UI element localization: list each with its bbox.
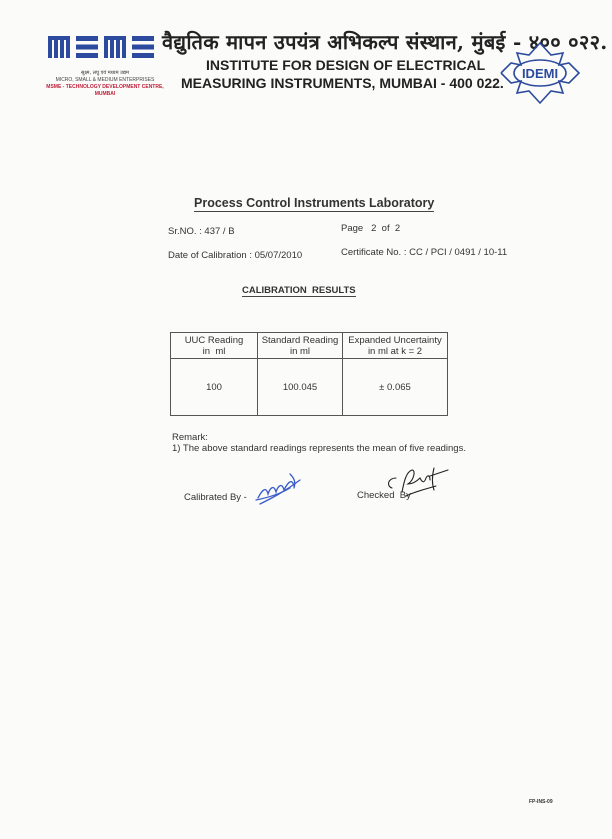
msme-hindi-text: सूक्ष्म, लघु एवं मध्यम उद्यम — [80, 70, 130, 76]
header-uuc-reading — [171, 333, 258, 359]
date-of-calibration: Date of Calibration : 05/07/2010 — [168, 250, 303, 261]
cell-expanded-uncertainty: ± 0.065 — [343, 359, 448, 416]
institute-name-line2: MEASURING INSTRUMENTS, MUMBAI - 400 022. — [181, 75, 504, 91]
msme-logo — [46, 34, 158, 60]
header-expanded-uncertainty — [343, 333, 448, 359]
msme-tdc-line1: MSME - TECHNOLOGY DEVELOPMENT CENTRE, — [46, 84, 164, 90]
table-header-row — [171, 333, 448, 359]
cell-uuc-reading: 100 — [171, 359, 258, 416]
remark-label: Remark: — [172, 432, 208, 443]
header-standard-line2: in ml — [289, 345, 311, 357]
header-uuc-line1: UUC Reading — [184, 334, 244, 346]
calibration-results-title: CALIBRATION RESULTS — [242, 285, 356, 296]
idemi-logo — [497, 40, 583, 106]
header-standard-line1: Standard Reading — [261, 334, 339, 346]
page-number: Page 2 of 2 — [341, 223, 401, 234]
idemi-logo-text: IDEMI — [521, 66, 559, 81]
header-standard-reading — [258, 333, 343, 359]
remark-line-1: 1) The above standard readings represents the mean of five readings. — [172, 443, 466, 454]
table-row — [171, 359, 448, 416]
institute-hindi-title: वैद्युतिक मापन उपयंत्र अभिकल्प संस्थान, मुंबई - ४०० ०२२. — [162, 30, 608, 54]
certificate-number: Certificate No. : CC / PCI / 0491 / 10-11 — [341, 247, 508, 258]
calibrated-by-signature — [250, 468, 306, 508]
header-uncertainty-line2: in ml at k = 2 — [367, 345, 423, 357]
checked-by-label: Checked By — [357, 490, 411, 501]
header-uncertainty-line1: Expanded Uncertainty — [348, 334, 442, 346]
header-uuc-line2: in ml — [202, 345, 226, 357]
msme-english-text: MICRO, SMALL & MEDIUM ENTERPRISES — [55, 77, 155, 83]
form-code: FP-INS-09 — [529, 799, 553, 805]
calibration-results-table — [170, 332, 448, 416]
checked-by-signature — [376, 462, 452, 506]
msme-tagline — [30, 70, 180, 98]
calibrated-by-label: Calibrated By - — [184, 492, 247, 503]
institute-name-line1: INSTITUTE FOR DESIGN OF ELECTRICAL — [206, 57, 486, 73]
cell-standard-reading: 100.045 — [258, 359, 343, 416]
serial-number: Sr.NO. : 437 / B — [168, 226, 235, 237]
lab-title: Process Control Instruments Laboratory — [194, 196, 435, 210]
msme-tdc-line2: MUMBAI — [94, 91, 116, 97]
